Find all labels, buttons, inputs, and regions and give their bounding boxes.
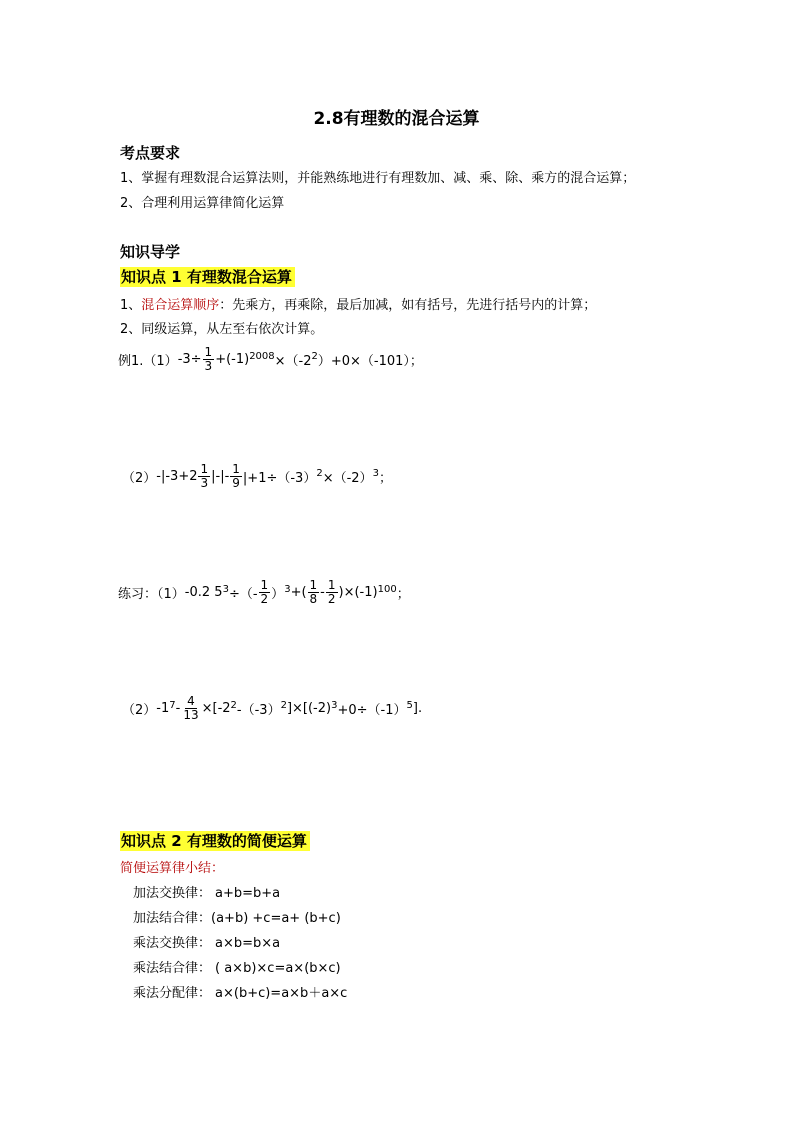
knowledge-point-1-title xyxy=(120,266,295,287)
expr-text: ） xyxy=(271,586,285,602)
expr-text: -（-3） xyxy=(236,702,281,718)
expr-text: |+1÷（-3） xyxy=(242,470,317,486)
expr-text: ； xyxy=(396,586,410,602)
fraction-denominator: 8 xyxy=(309,591,318,606)
law-name: 加法结合律： xyxy=(133,911,212,926)
practice-part-2 xyxy=(122,690,422,726)
knowledge-point-2-title xyxy=(120,830,310,851)
requirement-item-1: 1、掌握有理数混合运算法则，并能熟练地进行有理数加、减、乘、除、乘方的混合运算； xyxy=(120,171,636,186)
fraction xyxy=(203,346,215,373)
section-heading-requirements: 考点要求 xyxy=(120,144,181,162)
expr-text: -3÷ xyxy=(177,351,202,367)
exponent: 3 xyxy=(372,467,379,479)
expr-text: ×（-2） xyxy=(322,470,373,486)
fraction-numerator: 1 xyxy=(327,577,336,592)
example-1-part-2 xyxy=(122,458,392,494)
expr-text: ]×[(-2) xyxy=(286,700,332,716)
law-name: 乘法交换律： xyxy=(133,936,212,951)
expr-text: )×(-1) xyxy=(338,584,378,600)
fraction xyxy=(198,463,210,490)
exponent: 3 xyxy=(222,583,229,595)
fraction xyxy=(230,463,242,490)
exponent: 3 xyxy=(284,583,291,595)
expr-text: - xyxy=(320,584,325,600)
fraction xyxy=(181,695,200,722)
fraction-numerator: 1 xyxy=(204,344,213,359)
expr-text: -0.2 5 xyxy=(184,584,223,600)
expr-text: ÷（- xyxy=(228,586,258,602)
kp1-rule-1-prefix: 1、 xyxy=(120,298,142,313)
fraction xyxy=(326,579,338,606)
fraction-denominator: 3 xyxy=(204,358,213,373)
fraction xyxy=(308,579,320,606)
fraction-denominator: 3 xyxy=(200,475,209,490)
fraction-denominator: 13 xyxy=(183,707,199,722)
law-row xyxy=(133,957,341,976)
expr-text: -|-3+2 xyxy=(156,468,198,484)
fraction xyxy=(259,579,271,606)
exponent: 2 xyxy=(311,350,318,362)
fraction-numerator: 1 xyxy=(309,577,318,592)
exponent: 2 xyxy=(316,467,323,479)
exponent: 3 xyxy=(331,699,338,711)
example-1-label: 例1.（1） xyxy=(118,353,178,369)
kp1-rule-1 xyxy=(120,294,596,313)
fraction-numerator: 1 xyxy=(200,461,209,476)
law-formula: ( a×b)×c=a×(b×c) xyxy=(215,961,341,976)
law-row xyxy=(133,932,280,951)
expr-text: ×（-2 xyxy=(274,353,312,369)
law-formula: a+b=b+a xyxy=(215,886,281,901)
law-name: 乘法分配律： xyxy=(133,986,212,1001)
expr-text: -1 xyxy=(156,700,170,716)
expr-text: +(-1) xyxy=(215,351,250,367)
section-heading-knowledge: 知识导学 xyxy=(120,243,181,261)
exponent: 2008 xyxy=(249,350,275,362)
expr-text: +( xyxy=(290,584,307,600)
law-name: 加法交换律： xyxy=(133,886,212,901)
expr-text: ）+0×（-101）； xyxy=(317,353,423,369)
expr-text: ×[-2 xyxy=(201,700,231,716)
law-formula: a×(b+c)=a×b＋a×c xyxy=(215,986,348,1001)
exponent: 2 xyxy=(280,699,287,711)
exponent: 2 xyxy=(230,699,237,711)
kp1-rule-2: 2、同级运算，从左至右依次计算。 xyxy=(120,322,324,337)
law-row xyxy=(133,982,347,1001)
requirement-item-2: 2、合理利用运算律简化运算 xyxy=(120,196,285,211)
example-1-part-1 xyxy=(118,342,423,376)
practice-label: 练习：（1） xyxy=(118,586,185,602)
fraction-numerator: 4 xyxy=(187,693,195,708)
law-name: 乘法结合律： xyxy=(133,961,212,976)
law-row xyxy=(133,907,341,926)
law-row xyxy=(133,882,280,901)
example-2-label: （2） xyxy=(122,470,157,486)
fraction-denominator: 2 xyxy=(327,591,336,606)
practice-2-label: （2） xyxy=(122,702,157,718)
kp1-rule-1-text: ：先乘方，再乘除，最后加减，如有括号，先进行括号内的计算； xyxy=(219,298,597,313)
fraction-numerator: 1 xyxy=(260,577,269,592)
law-formula: a×b=b×a xyxy=(215,936,281,951)
kp1-highlight: 知识点 1 有理数混合运算 xyxy=(120,267,295,287)
expr-text: ； xyxy=(378,470,392,486)
law-formula: (a+b) +c=a+ (b+c) xyxy=(211,911,341,926)
fraction-denominator: 2 xyxy=(260,591,269,606)
kp1-rule-1-keyword: 混合运算顺序 xyxy=(141,298,220,313)
expr-text: ]. xyxy=(412,700,423,716)
kp2-subtitle: 简便运算律小结： xyxy=(120,861,225,876)
fraction-denominator: 9 xyxy=(232,475,240,490)
expr-text: +0÷（-1） xyxy=(337,702,407,718)
exponent: 5 xyxy=(406,699,413,711)
practice-part-1 xyxy=(118,574,410,610)
kp2-highlight: 知识点 2 有理数的简便运算 xyxy=(120,831,310,851)
exponent: 7 xyxy=(169,699,176,711)
expr-text: |-|- xyxy=(211,468,230,484)
expr-text: - xyxy=(175,700,181,716)
fraction-numerator: 1 xyxy=(232,461,240,476)
exponent: 100 xyxy=(377,583,397,595)
page-title: 2.8有理数的混合运算 xyxy=(313,109,480,129)
